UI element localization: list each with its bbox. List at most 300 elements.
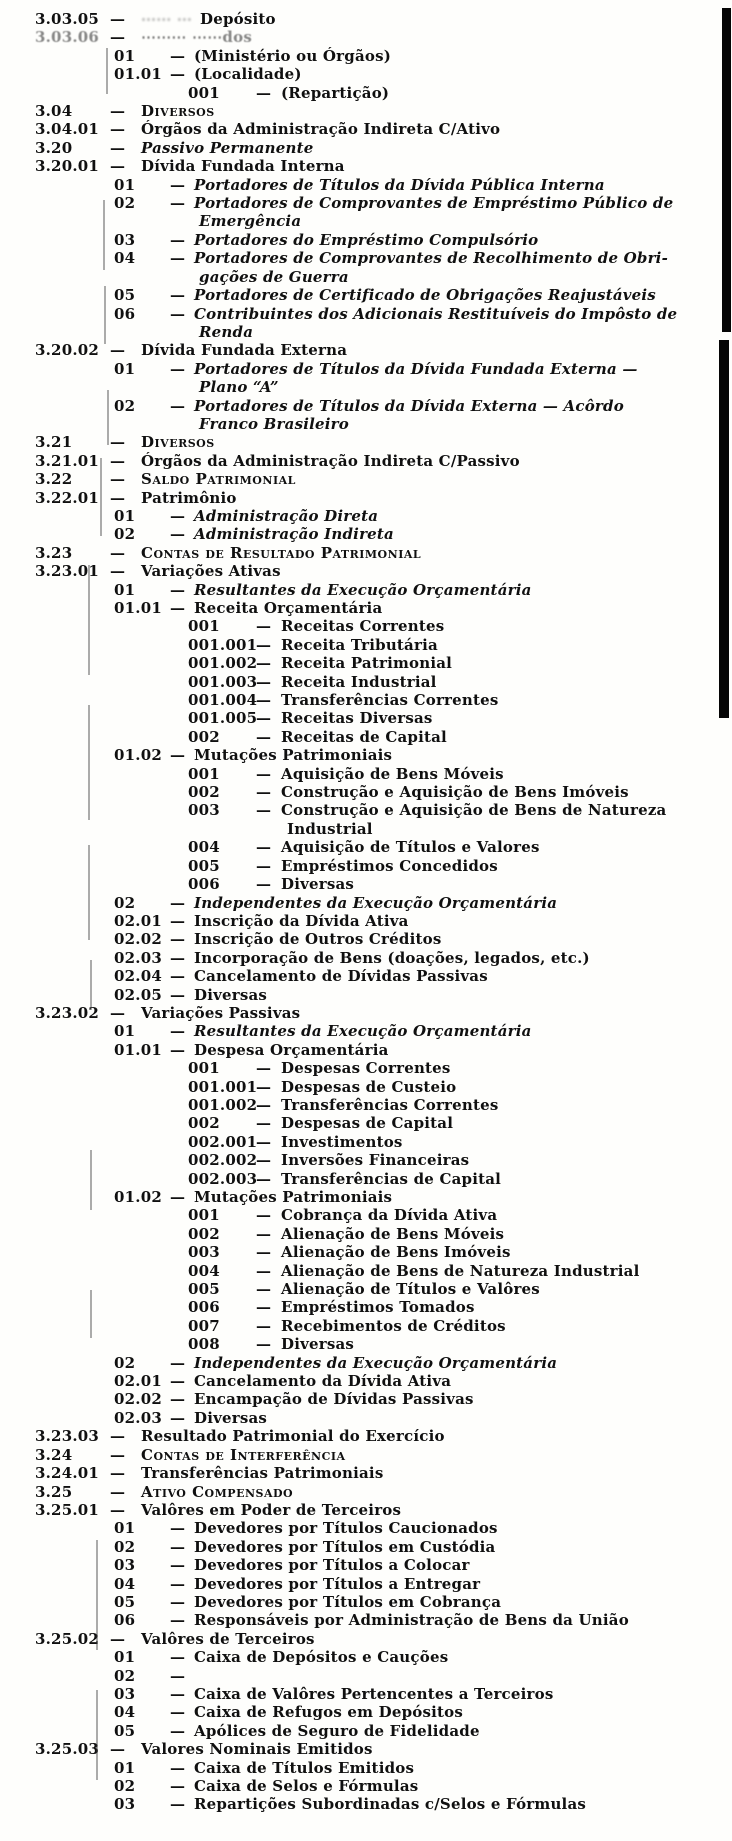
account-label: Variações Ativas bbox=[141, 562, 281, 581]
account-code: 3.04 bbox=[35, 102, 73, 121]
account-row bbox=[0, 102, 732, 120]
account-row bbox=[0, 1483, 732, 1501]
code-label-dash: — bbox=[256, 1243, 272, 1262]
account-label: Franco Brasileiro bbox=[199, 414, 349, 433]
account-label: Diversas bbox=[281, 1335, 355, 1354]
account-label: Despesas de Capital bbox=[281, 1114, 454, 1133]
account-label: Resultantes da Execução Orçamentária bbox=[194, 1022, 532, 1041]
code-label-dash: — bbox=[256, 875, 272, 894]
account-row bbox=[0, 378, 732, 396]
account-label: Alienação de Títulos e Valôres bbox=[281, 1280, 540, 1299]
account-label: Independentes da Execução Orçamentária bbox=[194, 1353, 558, 1372]
account-code: 02.03 bbox=[114, 1408, 162, 1427]
code-label-dash: — bbox=[110, 341, 126, 360]
code-label-dash: — bbox=[110, 157, 126, 176]
code-label-dash: — bbox=[170, 1721, 186, 1740]
account-row bbox=[0, 1335, 732, 1353]
account-row bbox=[0, 1611, 732, 1629]
account-code: 001 bbox=[188, 1206, 220, 1225]
account-row bbox=[0, 1538, 732, 1556]
account-label: Despesa Orçamentária bbox=[194, 1040, 389, 1059]
code-label-dash: — bbox=[170, 746, 186, 765]
code-label-dash: — bbox=[170, 230, 186, 249]
account-row bbox=[0, 139, 732, 157]
code-label-dash: — bbox=[170, 1592, 186, 1611]
code-label-dash: — bbox=[170, 506, 186, 525]
account-code: 002 bbox=[188, 1224, 220, 1243]
code-label-dash: — bbox=[110, 433, 126, 452]
account-code: 002 bbox=[188, 783, 220, 802]
code-label-dash: — bbox=[170, 930, 186, 949]
account-row bbox=[0, 194, 732, 212]
code-label-dash: — bbox=[256, 1298, 272, 1317]
account-label: Caixa de Valôres Pertencentes a Terceiros bbox=[194, 1684, 554, 1703]
account-code: 01 bbox=[114, 1519, 136, 1538]
pencil-guide-line bbox=[90, 1150, 92, 1210]
pencil-guide-line bbox=[106, 48, 108, 94]
account-label: Industrial bbox=[287, 819, 373, 838]
code-label-dash: — bbox=[170, 1372, 186, 1391]
account-row bbox=[0, 1096, 732, 1114]
pencil-guide-line bbox=[103, 200, 105, 270]
code-label-dash: — bbox=[170, 1795, 186, 1814]
scan-artifact-bar bbox=[719, 340, 729, 718]
scan-artifact-bar bbox=[722, 8, 731, 332]
account-label: Mutações Patrimoniais bbox=[194, 1188, 393, 1206]
account-row bbox=[0, 10, 732, 28]
account-label: Inscrição da Dívida Ativa bbox=[194, 911, 409, 930]
account-label: Resultantes da Execução Orçamentária bbox=[194, 580, 532, 599]
account-row bbox=[0, 1243, 732, 1261]
code-label-dash: — bbox=[256, 1316, 272, 1335]
account-row bbox=[0, 47, 732, 65]
code-label-dash: — bbox=[256, 1095, 272, 1114]
account-code: 001.002 bbox=[188, 1095, 258, 1114]
account-label: Responsáveis por Administração de Bens da União bbox=[194, 1611, 629, 1630]
account-code: 002.001 bbox=[188, 1132, 258, 1151]
account-code: 3.25.03 bbox=[35, 1740, 100, 1759]
account-row bbox=[0, 231, 732, 249]
account-code: 02.03 bbox=[114, 948, 162, 967]
code-label-dash: — bbox=[170, 1574, 186, 1593]
account-code: 05 bbox=[114, 1721, 136, 1740]
account-row bbox=[0, 875, 732, 893]
code-label-dash: — bbox=[110, 138, 126, 157]
account-label: Valores Nominais Emitidos bbox=[141, 1740, 373, 1759]
account-label: Dívida Fundada Externa bbox=[141, 341, 348, 360]
account-label: Portadores de Comprovantes de Recolhimento de Obri- bbox=[194, 249, 668, 268]
account-row bbox=[0, 1556, 732, 1574]
account-code: 01 bbox=[114, 580, 136, 599]
code-label-dash: — bbox=[110, 562, 126, 581]
account-label: Diversas bbox=[194, 1408, 268, 1427]
code-label-dash: — bbox=[170, 1040, 186, 1059]
account-code: 001.002 bbox=[188, 654, 258, 673]
account-label: Empréstimos Tomados bbox=[281, 1298, 475, 1317]
account-label: Aquisição de Títulos e Valores bbox=[281, 838, 540, 857]
account-row bbox=[0, 1685, 732, 1703]
pencil-guide-line bbox=[96, 1690, 98, 1780]
code-label-dash: — bbox=[256, 801, 272, 820]
account-label: Contas de Interferência bbox=[141, 1445, 346, 1464]
account-code: 3.20.01 bbox=[35, 157, 100, 176]
account-code: 3.23 bbox=[35, 543, 73, 562]
code-label-dash: — bbox=[256, 1224, 272, 1243]
account-row bbox=[0, 1390, 732, 1408]
account-label: Devedores por Títulos em Cobrança bbox=[194, 1592, 502, 1611]
code-label-dash: — bbox=[256, 672, 272, 691]
code-label-dash: — bbox=[256, 1206, 272, 1225]
account-code: 01 bbox=[114, 359, 136, 378]
code-label-dash: — bbox=[256, 635, 272, 654]
account-row bbox=[0, 65, 732, 83]
account-label: Devedores por Títulos Caucionados bbox=[194, 1519, 498, 1538]
account-row bbox=[0, 986, 732, 1004]
account-label: Renda bbox=[199, 322, 254, 341]
code-label-dash: — bbox=[170, 1537, 186, 1556]
account-code: 002.003 bbox=[188, 1169, 258, 1188]
code-label-dash: — bbox=[110, 1003, 126, 1022]
account-label: Caixa de Selos e Fórmulas bbox=[194, 1777, 419, 1795]
code-label-dash: — bbox=[256, 783, 272, 802]
code-label-dash: — bbox=[170, 304, 186, 323]
code-label-dash: — bbox=[170, 525, 186, 544]
account-code: 3.22.01 bbox=[35, 488, 100, 507]
code-label-dash: — bbox=[110, 470, 126, 489]
account-code: 01.02 bbox=[114, 746, 162, 765]
account-label: Administração Indireta bbox=[194, 525, 394, 544]
account-code: 3.23.01 bbox=[35, 562, 100, 581]
account-row bbox=[0, 28, 732, 46]
pencil-guide-line bbox=[88, 565, 90, 675]
code-label-dash: — bbox=[256, 1114, 272, 1133]
account-code: 3.21 bbox=[35, 433, 73, 452]
account-row bbox=[0, 673, 732, 691]
account-label: Transferências Correntes bbox=[281, 691, 499, 710]
account-label: Emergência bbox=[199, 212, 302, 231]
code-label-dash: — bbox=[256, 1077, 272, 1096]
account-code: 03 bbox=[114, 1684, 136, 1703]
account-label: Encampação de Dívidas Passivas bbox=[194, 1390, 474, 1409]
account-label: Despesas Correntes bbox=[281, 1059, 451, 1078]
account-row bbox=[0, 452, 732, 470]
account-row bbox=[0, 930, 732, 948]
account-label: Cancelamento de Dívidas Passivas bbox=[194, 967, 488, 986]
code-label-dash: — bbox=[110, 28, 126, 47]
account-code: 02.01 bbox=[114, 911, 162, 930]
account-code: 05 bbox=[114, 1592, 136, 1611]
code-label-dash: — bbox=[170, 1408, 186, 1427]
account-label: Portadores do Empréstimo Compulsório bbox=[194, 230, 539, 249]
account-row bbox=[0, 212, 732, 230]
account-label: ⋯⋯ ⋯ Depósito bbox=[141, 10, 276, 28]
code-label-dash: — bbox=[256, 1261, 272, 1280]
account-label: Portadores de Títulos da Dívida Pública Interna bbox=[194, 175, 605, 194]
pencil-guide-line bbox=[88, 705, 90, 820]
code-label-dash: — bbox=[110, 102, 126, 121]
code-label-dash: — bbox=[110, 10, 126, 28]
account-code: 02 bbox=[114, 1666, 136, 1685]
account-code: 02.04 bbox=[114, 967, 162, 986]
account-label: Empréstimos Concedidos bbox=[281, 856, 498, 875]
account-code: 3.22 bbox=[35, 470, 73, 489]
account-row bbox=[0, 1464, 732, 1482]
account-code: 008 bbox=[188, 1335, 220, 1354]
code-label-dash: — bbox=[170, 359, 186, 378]
account-code: 06 bbox=[114, 1611, 136, 1630]
account-row bbox=[0, 967, 732, 985]
account-row bbox=[0, 507, 732, 525]
account-row bbox=[0, 1317, 732, 1335]
account-label: Receita Tributária bbox=[281, 635, 438, 654]
account-row bbox=[0, 1151, 732, 1169]
account-code: 001.003 bbox=[188, 672, 258, 691]
pencil-guide-line bbox=[96, 1540, 98, 1650]
account-code: 006 bbox=[188, 1298, 220, 1317]
account-label: Aquisição de Bens Móveis bbox=[281, 764, 504, 783]
code-label-dash: — bbox=[110, 1482, 126, 1501]
account-code: 001.001 bbox=[188, 1077, 258, 1096]
account-code: 007 bbox=[188, 1316, 220, 1335]
account-row bbox=[0, 654, 732, 672]
account-code: 02 bbox=[114, 893, 136, 912]
account-label: Receitas Correntes bbox=[281, 617, 445, 636]
account-label: Diversos bbox=[141, 102, 215, 121]
account-row bbox=[0, 709, 732, 727]
account-code: 002 bbox=[188, 727, 220, 746]
account-row bbox=[0, 617, 732, 635]
code-label-dash: — bbox=[170, 249, 186, 268]
code-label-dash: — bbox=[256, 691, 272, 710]
code-label-dash: — bbox=[170, 599, 186, 617]
account-code: 002.002 bbox=[188, 1151, 258, 1170]
account-row bbox=[0, 1630, 732, 1648]
illegible-fragment: ⋯⋯ ⋯ bbox=[141, 10, 193, 28]
account-label: Diversas bbox=[194, 985, 268, 1004]
account-code: 01 bbox=[114, 1758, 136, 1777]
code-label-dash: — bbox=[110, 1629, 126, 1648]
account-code: 05 bbox=[114, 286, 136, 305]
code-label-dash: — bbox=[256, 1169, 272, 1188]
account-row bbox=[0, 1133, 732, 1151]
account-code: 02 bbox=[114, 525, 136, 544]
account-row bbox=[0, 415, 732, 433]
account-code: 3.25 bbox=[35, 1482, 73, 1501]
account-row bbox=[0, 157, 732, 175]
code-label-dash: — bbox=[110, 1500, 126, 1519]
code-label-dash: — bbox=[256, 1059, 272, 1078]
account-row bbox=[0, 341, 732, 359]
code-label-dash: — bbox=[170, 1758, 186, 1777]
account-row bbox=[0, 838, 732, 856]
account-row bbox=[0, 783, 732, 801]
code-label-dash: — bbox=[170, 1684, 186, 1703]
account-label: Apólices de Seguro de Fidelidade bbox=[194, 1721, 480, 1740]
account-label: ⋯⋯⋯ ⋯⋯dos bbox=[141, 28, 252, 47]
pencil-guide-line bbox=[107, 390, 109, 445]
account-code: 01 bbox=[114, 175, 136, 194]
code-label-dash: — bbox=[256, 856, 272, 875]
account-label: Receitas de Capital bbox=[281, 727, 447, 746]
account-code: 01.02 bbox=[114, 1188, 162, 1206]
account-row bbox=[0, 1446, 732, 1464]
account-code: 3.25.01 bbox=[35, 1500, 100, 1519]
account-row bbox=[0, 746, 732, 764]
account-row bbox=[0, 1648, 732, 1666]
account-row bbox=[0, 1225, 732, 1243]
code-label-dash: — bbox=[170, 194, 186, 213]
account-label: Despesas de Custeio bbox=[281, 1077, 457, 1096]
account-row bbox=[0, 1188, 732, 1206]
account-label: Contribuintes dos Adicionais Restituíveis do Impôsto de bbox=[194, 304, 678, 323]
account-label: Independentes da Execução Orçamentária bbox=[194, 893, 558, 912]
account-code: 001 bbox=[188, 1059, 220, 1078]
code-label-dash: — bbox=[170, 1022, 186, 1041]
account-label: Plano “A” bbox=[199, 378, 279, 397]
account-code: 02 bbox=[114, 194, 136, 213]
account-row bbox=[0, 599, 732, 617]
code-label-dash: — bbox=[256, 1280, 272, 1299]
account-label: Transferências Patrimoniais bbox=[141, 1464, 384, 1483]
code-label-dash: — bbox=[170, 580, 186, 599]
account-label: Valôres em Poder de Terceiros bbox=[141, 1500, 402, 1519]
account-row bbox=[0, 1427, 732, 1445]
account-label: Transferências de Capital bbox=[281, 1169, 502, 1188]
code-label-dash: — bbox=[256, 764, 272, 783]
account-label: Investimentos bbox=[281, 1132, 403, 1151]
code-label-dash: — bbox=[170, 1353, 186, 1372]
account-row bbox=[0, 1722, 732, 1740]
account-code: 3.20.02 bbox=[35, 341, 100, 360]
account-label: Administração Direta bbox=[194, 506, 379, 525]
account-row bbox=[0, 1170, 732, 1188]
code-label-dash: — bbox=[110, 451, 126, 470]
account-label: Recebimentos de Créditos bbox=[281, 1316, 506, 1335]
account-code: 02.02 bbox=[114, 1390, 162, 1409]
account-row bbox=[0, 323, 732, 341]
account-label: Receita Patrimonial bbox=[281, 654, 453, 673]
code-label-dash: — bbox=[170, 1390, 186, 1409]
account-code: 01 bbox=[114, 46, 136, 65]
code-label-dash: — bbox=[256, 838, 272, 857]
account-code: 3.24 bbox=[35, 1445, 73, 1464]
account-row bbox=[0, 1519, 732, 1537]
code-label-dash: — bbox=[170, 175, 186, 194]
account-label: Inscrição de Outros Créditos bbox=[194, 930, 442, 949]
account-code: 02 bbox=[114, 1537, 136, 1556]
account-label: Cancelamento da Dívida Ativa bbox=[194, 1372, 452, 1391]
account-code: 04 bbox=[114, 1703, 136, 1722]
account-code: 02.05 bbox=[114, 985, 162, 1004]
account-row bbox=[0, 728, 732, 746]
account-row bbox=[0, 286, 732, 304]
account-row bbox=[0, 1114, 732, 1132]
account-label: (Repartição) bbox=[281, 83, 390, 102]
code-label-dash: — bbox=[110, 1427, 126, 1446]
code-label-dash: — bbox=[170, 1777, 186, 1795]
account-row bbox=[0, 176, 732, 194]
account-code: 02.02 bbox=[114, 930, 162, 949]
account-code: 02 bbox=[114, 1777, 136, 1795]
account-code: 005 bbox=[188, 856, 220, 875]
account-row bbox=[0, 1740, 732, 1758]
account-row bbox=[0, 470, 732, 488]
account-row bbox=[0, 1206, 732, 1224]
account-row bbox=[0, 1298, 732, 1316]
pencil-guide-line bbox=[90, 960, 92, 1010]
account-label: Cobrança da Dívida Ativa bbox=[281, 1206, 498, 1225]
account-label: Dívida Fundada Interna bbox=[141, 157, 345, 176]
account-label: Construção e Aquisição de Bens Imóveis bbox=[281, 783, 629, 802]
account-label: Saldo Patrimonial bbox=[141, 470, 296, 489]
code-label-dash: — bbox=[170, 396, 186, 415]
code-label-dash: — bbox=[170, 985, 186, 1004]
code-label-dash: — bbox=[170, 1666, 186, 1685]
code-label-dash: — bbox=[110, 1740, 126, 1759]
account-code: 02 bbox=[114, 396, 136, 415]
account-code: 01.01 bbox=[114, 65, 162, 84]
account-code: 06 bbox=[114, 304, 136, 323]
account-code: 02 bbox=[114, 1353, 136, 1372]
code-label-dash: — bbox=[256, 1335, 272, 1354]
account-row bbox=[0, 1667, 732, 1685]
account-row bbox=[0, 360, 732, 378]
account-row bbox=[0, 249, 732, 267]
account-label: Órgãos da Administração Indireta C/Ativo bbox=[141, 120, 501, 139]
account-label: Alienação de Bens Imóveis bbox=[281, 1243, 511, 1262]
code-label-dash: — bbox=[110, 1464, 126, 1483]
account-row bbox=[0, 84, 732, 102]
code-label-dash: — bbox=[170, 1611, 186, 1630]
account-label: Receita Industrial bbox=[281, 672, 437, 691]
account-code: 001.004 bbox=[188, 691, 258, 710]
account-row bbox=[0, 1777, 732, 1795]
account-row bbox=[0, 397, 732, 415]
account-label: Incorporação de Bens (doações, legados, etc.) bbox=[194, 948, 590, 967]
code-label-dash: — bbox=[110, 120, 126, 139]
account-row bbox=[0, 1041, 732, 1059]
account-label: Receitas Diversas bbox=[281, 709, 433, 728]
account-code: 3.20 bbox=[35, 138, 73, 157]
account-label: Resultado Patrimonial do Exercício bbox=[141, 1427, 445, 1446]
account-label: Inversões Financeiras bbox=[281, 1151, 470, 1170]
account-label: Receita Orçamentária bbox=[194, 599, 383, 617]
account-code: 3.03.06 bbox=[35, 28, 100, 47]
code-label-dash: — bbox=[256, 1151, 272, 1170]
account-row bbox=[0, 1004, 732, 1022]
account-row bbox=[0, 525, 732, 543]
account-label: Contas de Resultado Patrimonial bbox=[141, 543, 422, 562]
account-code: 04 bbox=[114, 249, 136, 268]
account-row bbox=[0, 691, 732, 709]
pencil-guide-line bbox=[90, 1290, 92, 1338]
account-row bbox=[0, 562, 732, 580]
account-row bbox=[0, 636, 732, 654]
code-label-dash: — bbox=[170, 1648, 186, 1667]
code-label-dash: — bbox=[110, 543, 126, 562]
account-label: Alienação de Bens de Natureza Industrial bbox=[281, 1261, 640, 1280]
code-label-dash: — bbox=[170, 911, 186, 930]
account-code: 001 bbox=[188, 764, 220, 783]
pencil-guide-line bbox=[100, 458, 102, 536]
account-code: 03 bbox=[114, 1795, 136, 1814]
account-code: 006 bbox=[188, 875, 220, 894]
account-label: Caixa de Refugos em Depósitos bbox=[194, 1703, 464, 1722]
code-label-dash: — bbox=[256, 617, 272, 636]
account-label: Caixa de Depósitos e Cauções bbox=[194, 1648, 449, 1667]
account-code: 3.03.05 bbox=[35, 10, 100, 28]
code-label-dash: — bbox=[170, 286, 186, 305]
